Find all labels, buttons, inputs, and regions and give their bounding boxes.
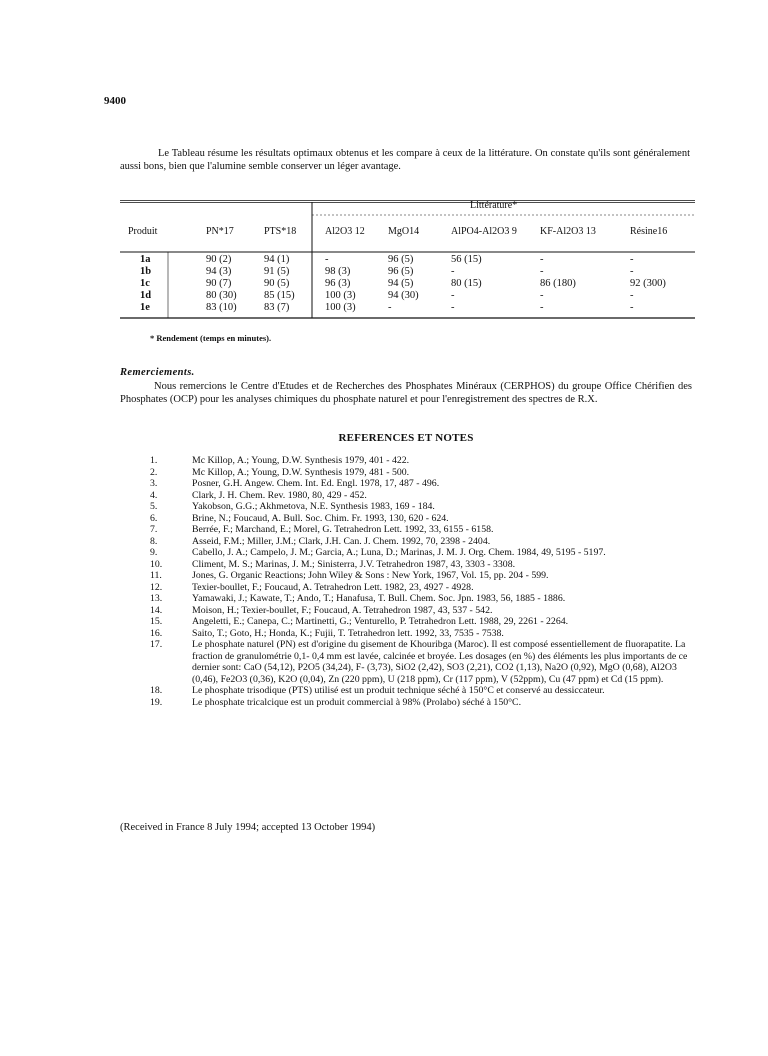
col-header-al2o3: Al2O3 12: [325, 226, 365, 237]
table-footnote: * Rendement (temps en minutes).: [150, 333, 272, 343]
intro-paragraph: Le Tableau résume les résultats optimaux obtenus et les compare à ceux de la littérature. On constate qu'ils sont généralement aussi bons, bien que l'alumine semble conserver un léger avantage.: [120, 148, 690, 172]
table-cell: -: [451, 290, 455, 301]
col-header-produit: Produit: [128, 226, 158, 237]
reference-number: 17.: [150, 639, 163, 650]
table-row-label: 1a: [140, 254, 151, 265]
reference-item: [150, 536, 695, 548]
reference-text: Asseid, F.M.; Miller, J.M.; Clark, J.H. Can. J. Chem. 1992, 70, 2398 - 2404.: [192, 535, 491, 547]
reference-text: Posner, G.H. Angew. Chem. Int. Ed. Engl. 1978, 17, 487 - 496.: [192, 478, 440, 489]
reference-item: [150, 616, 695, 628]
reference-number: 16.: [150, 627, 163, 639]
reference-number: 8.: [150, 535, 158, 547]
reference-number: 14.: [150, 604, 163, 616]
table-cell: 90 (7): [206, 278, 232, 289]
table-cell: 91 (5): [264, 266, 290, 277]
col-header-kf: KF-Al2O3 13: [540, 226, 596, 237]
table-cell: 83 (7): [264, 302, 290, 313]
table-cell: 86 (180): [540, 278, 576, 289]
reference-number: 15.: [150, 616, 163, 627]
references-title: REFERENCES ET NOTES: [338, 432, 474, 444]
reference-text: Le phosphate tricalcique est un produit commercial à 98% (Prolabo) séché à 150°C.: [192, 696, 522, 708]
table-cell: -: [630, 266, 634, 277]
table-cell: 92 (300): [630, 278, 666, 289]
table-cell: 94 (3): [206, 266, 232, 277]
acknowledgements-title: Remerciements.: [120, 367, 195, 378]
reference-item: [150, 513, 695, 525]
page-number: 9400: [104, 95, 126, 107]
table-cell: -: [630, 302, 634, 313]
table-cell: 94 (5): [388, 278, 414, 289]
reference-number: 9.: [150, 547, 158, 558]
reference-text: Brine, N.; Foucaud, A. Bull. Soc. Chim. Fr. 1993, 130, 620 - 624.: [192, 512, 449, 524]
table-cell: 83 (10): [206, 302, 237, 313]
table-row-label: 1b: [140, 266, 152, 277]
reference-number: 10.: [150, 558, 163, 570]
reference-text: Le phosphate trisodique (PTS) utilisé est un produit technique séché à 150°C et conservé au dessiccateur.: [192, 685, 605, 696]
reference-number: 4.: [150, 489, 158, 501]
reference-item: [150, 628, 695, 640]
reference-item: [150, 639, 695, 685]
table-cell: -: [388, 302, 392, 313]
reference-item: [150, 570, 695, 582]
reference-item: [150, 501, 695, 513]
table-cell: 98 (3): [325, 266, 351, 277]
references-list: [150, 455, 695, 708]
reference-item: [150, 467, 695, 479]
acknowledgements-text: Nous remercions le Centre d'Etudes et de Recherches des Phosphates Minéraux (CERPHOS) du groupe Office Chérifien des Phosphates (OCP) pour les analyses chimiques du phosphate naturel et pour l'enregistrement des spectres de R.X.: [120, 381, 692, 405]
table-cell: 96 (5): [388, 254, 414, 265]
reference-text: Cabello, J. A.; Campelo, J. M.; Garcia, A.; Luna, D.; Marinas, J. M. J. Org. Chem. 1984, 49, 5195 - 5197.: [192, 547, 606, 558]
table-cell: -: [540, 290, 544, 301]
table-cell: 90 (2): [206, 254, 232, 265]
col-header-pts: PTS*18: [264, 226, 297, 237]
reference-number: 6.: [150, 512, 158, 524]
col-header-alpo4: AlPO4-Al2O3 9: [451, 226, 517, 237]
table-cell: 94 (1): [264, 254, 290, 265]
reference-text: Yamawaki, J.; Kawate, T.; Ando, T.; Hanafusa, T. Bull. Chem. Soc. Jpn. 1983, 56, 1885 - 1886.: [192, 593, 566, 604]
table-cell: 96 (3): [325, 278, 351, 289]
table-row-label: 1c: [140, 278, 150, 289]
table-cell: 100 (3): [325, 302, 356, 313]
col-header-mgo: MgO14: [388, 226, 420, 237]
reference-number: 18.: [150, 685, 163, 696]
reference-text: Le phosphate naturel (PN) est d'origine du gisement de Khouribga (Maroc). Il est composé essentiellement de fluorapatite. La fraction de granulométrie 0,1- 0,4 mm est lavée, calcinée et broyée. Les dosages (en %) des éléments les plus importants de ce dernier sont: CaO (54,12), P2O5 (34,24), F- (3,73), SiO2 (2,42), SO3 (2,21), CO2 (1,13), Na2O (0,92), MgO (0,68), Al2O3 (0,46), Fe2O3 (0,36), K2O (0,04), Zn (220 ppm), U (218 ppm), Cr (117 ppm), V (52ppm), Cu (47 ppm) et Cd (15 ppm).: [192, 639, 688, 685]
reference-number: 3.: [150, 478, 158, 489]
table-cell: -: [451, 302, 455, 313]
reference-item: [150, 490, 695, 502]
table-cell: 96 (5): [388, 266, 414, 277]
results-table: [120, 200, 695, 320]
reference-text: Mc Killop, A.; Young, D.W. Synthesis 1979, 401 - 422.: [192, 455, 410, 466]
table-cell: 85 (15): [264, 290, 295, 301]
reference-text: Jones, G. Organic Reactions; John Wiley & Sons : New York, 1967, Vol. 15, pp. 204 - 599.: [192, 570, 549, 581]
table-cell: 100 (3): [325, 290, 356, 301]
reference-item: [150, 559, 695, 571]
table-cell: -: [325, 254, 329, 265]
reference-number: 12.: [150, 581, 163, 593]
reference-text: Berrée, F.; Marchand, E.; Morel, G. Tetrahedron Lett. 1992, 33, 6155 - 6158.: [192, 524, 494, 535]
table-cell: -: [630, 254, 634, 265]
reference-text: Saito, T.; Goto, H.; Honda, K.; Fujii, T. Tetrahedron lett. 1992, 33, 7535 - 7538.: [192, 627, 504, 639]
received-line: (Received in France 8 July 1994; accepted 13 October 1994): [120, 822, 376, 833]
reference-text: Mc Killop, A.; Young, D.W. Synthesis 1979, 481 - 500.: [192, 466, 410, 478]
reference-number: 1.: [150, 455, 158, 466]
table-cell: -: [451, 266, 455, 277]
reference-item: [150, 547, 695, 559]
reference-number: 11.: [150, 570, 162, 581]
reference-item: [150, 478, 695, 490]
reference-item: [150, 685, 695, 697]
reference-item: [150, 605, 695, 617]
reference-text: Climent, M. S.; Marinas, J. M.; Sinisterra, J.V. Tetrahedron 1987, 43, 3303 - 3308.: [192, 558, 516, 570]
reference-text: Moison, H.; Texier-boullet, F.; Foucaud, A. Tetrahedron 1987, 43, 537 - 542.: [192, 604, 493, 616]
reference-number: 7.: [150, 524, 158, 535]
col-header-resine: Résine16: [630, 226, 668, 237]
literature-header: Littérature*: [470, 200, 518, 211]
reference-number: 5.: [150, 501, 158, 512]
reference-text: Texier-boullet, F.; Foucaud, A. Tetrahedron Lett. 1982, 23, 4927 - 4928.: [192, 581, 474, 593]
table-row-label: 1e: [140, 302, 150, 313]
reference-text: Yakobson, G.G.; Akhmetova, N.E. Synthesis 1983, 169 - 184.: [192, 501, 435, 512]
reference-text: Clark, J. H. Chem. Rev. 1980, 80, 429 - 452.: [192, 489, 367, 501]
table-cell: -: [540, 302, 544, 313]
reference-number: 19.: [150, 696, 163, 708]
table-row-label: 1d: [140, 290, 152, 301]
table-cell: 94 (30): [388, 290, 419, 301]
table-cell: 80 (30): [206, 290, 237, 301]
reference-item: [150, 593, 695, 605]
reference-item: [150, 697, 695, 709]
table-cell: 90 (5): [264, 278, 290, 289]
reference-number: 13.: [150, 593, 163, 604]
reference-item: [150, 524, 695, 536]
table-cell: -: [630, 290, 634, 301]
reference-text: Angeletti, E.; Canepa, C.; Martinetti, G.; Venturello, P. Tetrahedron Lett. 1988, 29, 2261 - 2264.: [192, 616, 569, 627]
table-cell: 80 (15): [451, 278, 482, 289]
reference-item: [150, 455, 695, 467]
table-cell: 56 (15): [451, 254, 482, 265]
col-header-pn: PN*17: [206, 226, 234, 237]
reference-number: 2.: [150, 466, 158, 478]
table-cell: -: [540, 254, 544, 265]
reference-item: [150, 582, 695, 594]
table-cell: -: [540, 266, 544, 277]
